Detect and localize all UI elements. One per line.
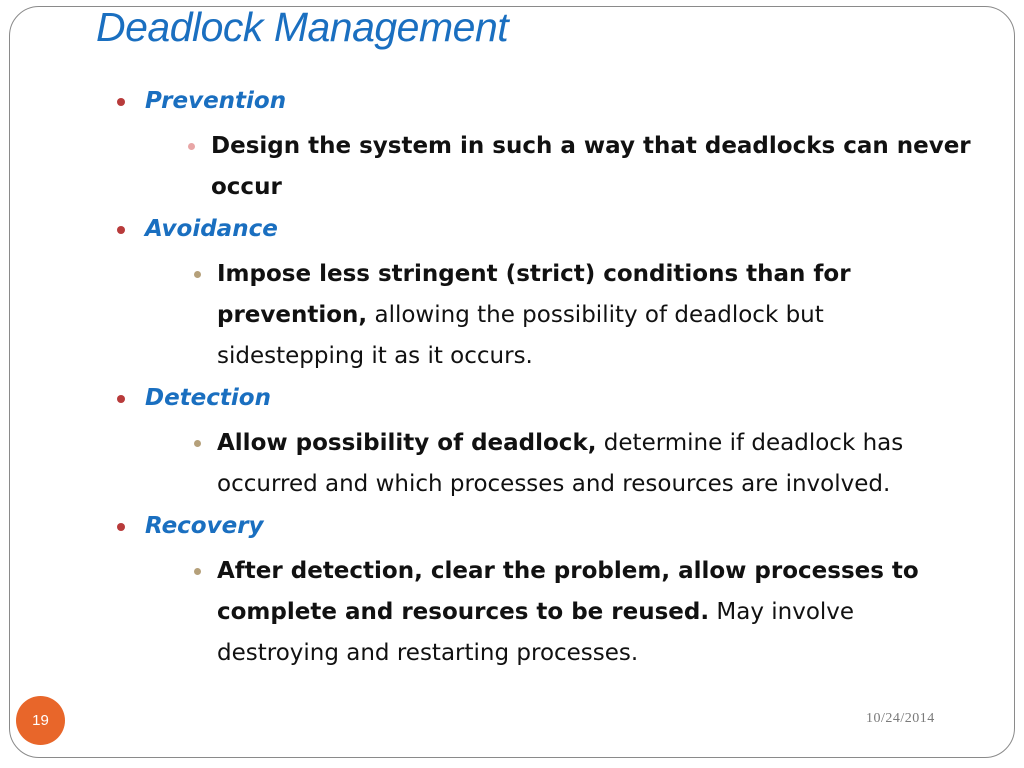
text-detection-normal: determine if deadlock has occurred and which processes and resources are involved. xyxy=(217,430,904,497)
sub-bullet-dot-icon xyxy=(194,440,201,447)
bullet-prevention xyxy=(116,84,976,118)
heading-recovery: Recovery xyxy=(145,513,264,539)
slide-content xyxy=(116,84,976,678)
bullet-avoidance xyxy=(116,212,976,246)
heading-avoidance: Avoidance xyxy=(145,216,278,242)
text-prevention-bold: Design the system in such a way that deadlocks can never occur xyxy=(211,133,971,200)
sub-bullet-dot-icon xyxy=(188,143,195,150)
bullet-dot-icon xyxy=(117,523,125,531)
bullet-detection xyxy=(116,381,976,415)
heading-prevention: Prevention xyxy=(145,88,287,114)
text-recovery-normal: May involve destroying and restarting processes. xyxy=(217,599,855,666)
text-avoidance-bold: Impose less stringent (strict) conditions than for prevention, xyxy=(217,261,851,328)
text-recovery-bold: After detection, clear the problem, allow processes to complete and resources to be reused. xyxy=(217,558,919,625)
bullet-dot-icon xyxy=(117,395,125,403)
text-avoidance-normal: allowing the possibility of deadlock but sidestepping it as it occurs. xyxy=(217,302,824,369)
sub-bullet-prevention xyxy=(116,126,976,208)
slide-date: 10/24/2014 xyxy=(866,711,935,726)
sub-bullet-dot-icon xyxy=(194,568,201,575)
sub-bullet-dot-icon xyxy=(194,271,201,278)
bullet-dot-icon xyxy=(117,98,125,106)
page-number-badge: 19 xyxy=(16,696,65,745)
sub-bullet-avoidance xyxy=(116,254,976,377)
bullet-dot-icon xyxy=(117,226,125,234)
slide-title: Deadlock Management xyxy=(96,4,509,50)
sub-bullet-detection xyxy=(116,423,976,505)
bullet-recovery xyxy=(116,509,976,543)
sub-bullet-recovery xyxy=(116,551,976,674)
heading-detection: Detection xyxy=(145,385,271,411)
text-detection-bold: Allow possibility of deadlock, xyxy=(217,430,597,456)
